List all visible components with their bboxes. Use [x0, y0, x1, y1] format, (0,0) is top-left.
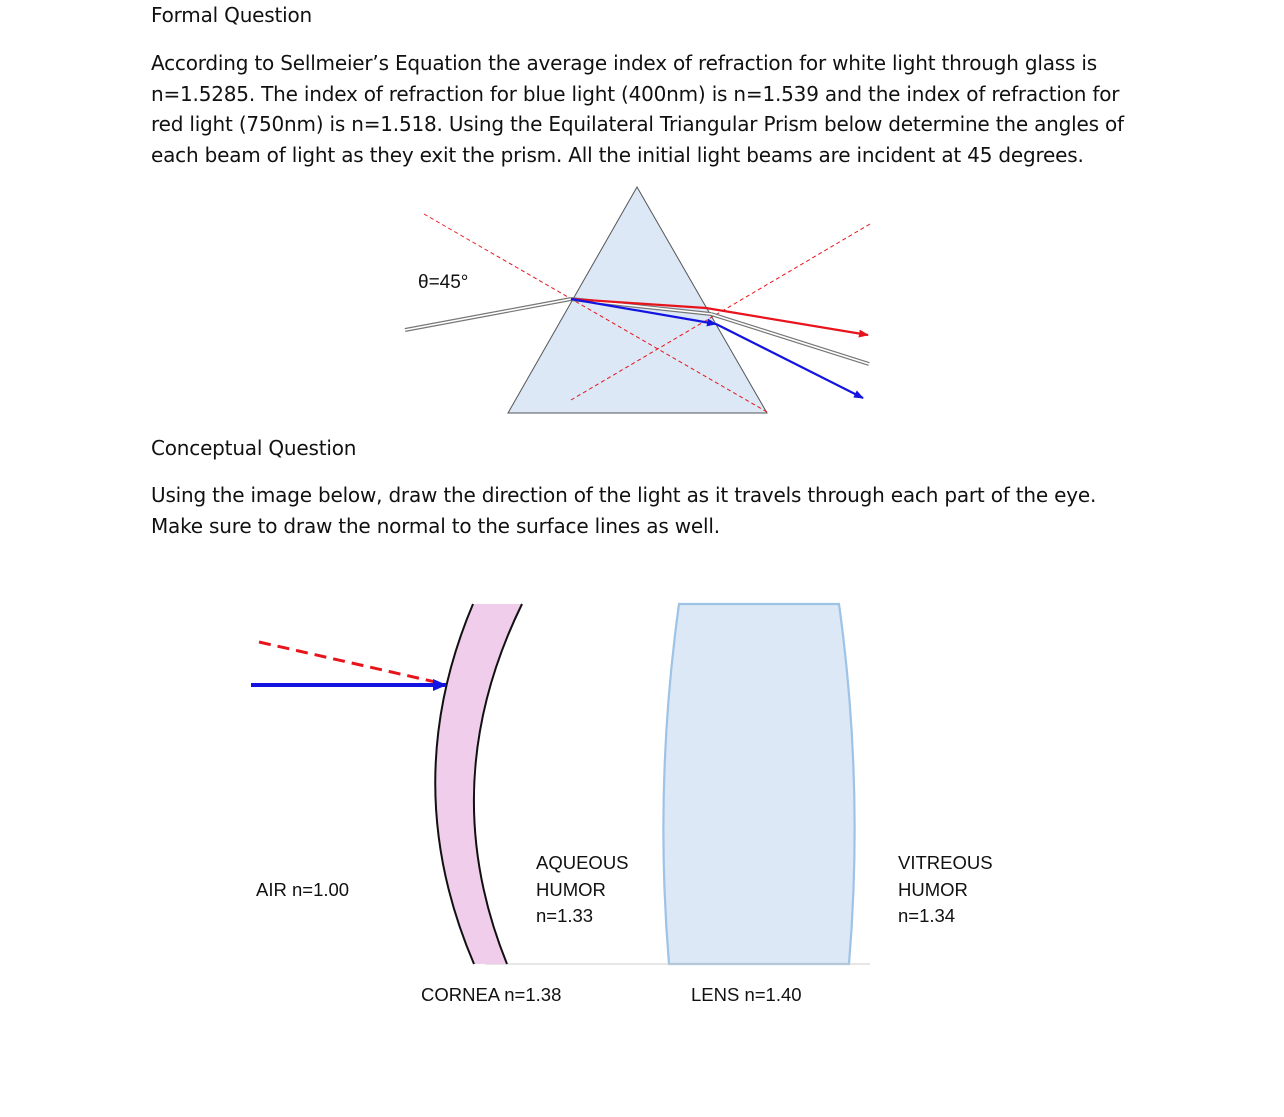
vitreous-label-line: VITREOUS: [898, 852, 993, 873]
aqueous-label-line: HUMOR: [536, 879, 606, 900]
conceptual-question-heading: Conceptual Question: [151, 436, 357, 460]
formal-line: each beam of light as they exit the prism. All the initial light beams are incident at 45 degrees.: [151, 142, 1084, 167]
formal-line: red light (750nm) is n=1.518. Using the Equilateral Triangular Prism below determine the angles of: [151, 112, 1124, 136]
formal-question-heading: Formal Question: [151, 3, 313, 27]
aqueous-label-line: n=1.33: [536, 905, 594, 926]
conceptual-line: Using the image below, draw the direction of the light as it travels through each part of the eye.: [151, 483, 1097, 507]
formal-line: According to Sellmeier’s Equation the average index of refraction for white light through glass is: [151, 51, 1097, 75]
air-label: AIR n=1.00: [256, 879, 350, 900]
cornea-shape: [435, 604, 522, 964]
cornea-label: CORNEA n=1.38: [421, 984, 562, 1005]
incident-angle-label: θ=45°: [418, 272, 469, 293]
red-dashed-incident-ray: [259, 642, 440, 683]
formal-line: n=1.5285. The index of refraction for blue light (400nm) is n=1.539 and the index of refraction for: [151, 81, 1120, 106]
lens-label: LENS n=1.40: [691, 984, 802, 1005]
aqueous-label-line: AQUEOUS: [536, 852, 629, 873]
lens-shape: [663, 604, 854, 964]
vitreous-label-line: n=1.34: [898, 905, 956, 926]
conceptual-line: Make sure to draw the normal to the surface lines as well.: [151, 513, 720, 538]
vitreous-label-line: HUMOR: [898, 879, 968, 900]
